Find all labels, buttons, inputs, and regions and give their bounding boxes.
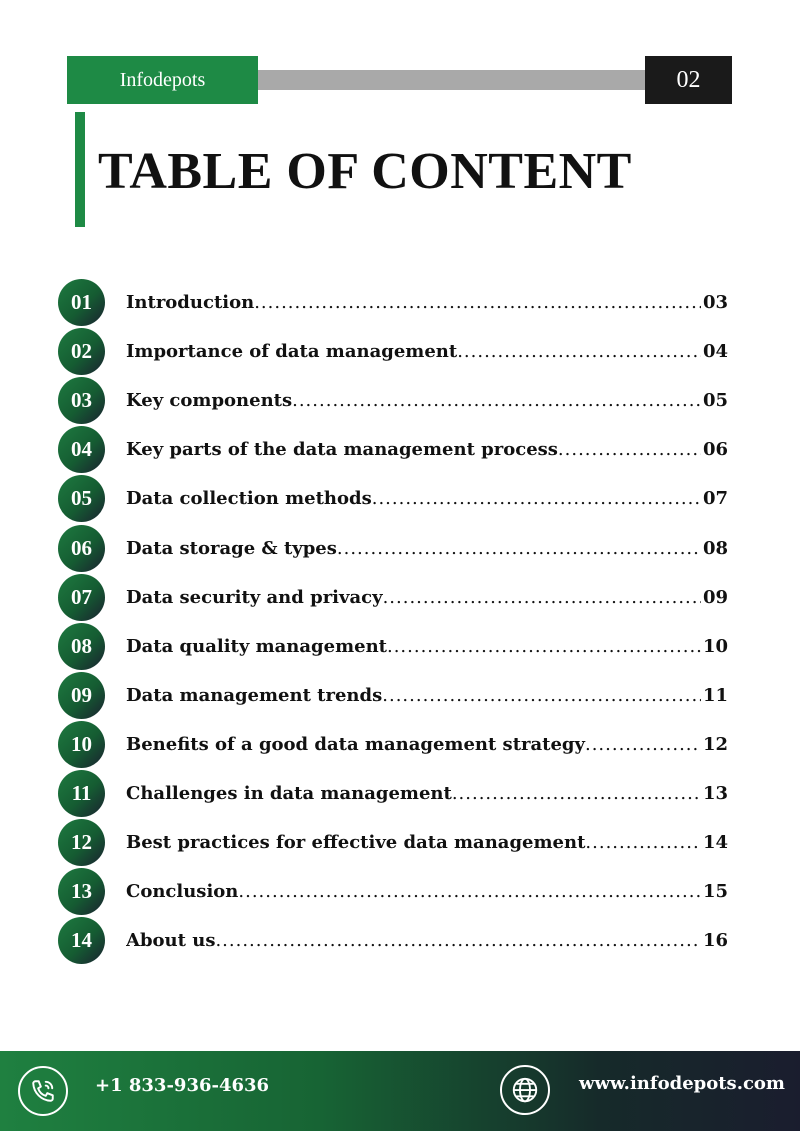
toc-leader-dots [215,930,700,951]
toc-leader-dots [372,488,701,509]
brand-tab [67,56,258,104]
table-of-contents [58,278,728,965]
website-link[interactable]: www.infodepots.com [579,1073,785,1094]
page-number-box [645,56,732,104]
toc-entry[interactable] [58,376,728,425]
toc-line [126,390,728,411]
toc-page-number: 11 [702,684,728,706]
toc-page-number: 06 [702,439,728,461]
toc-line [126,734,728,755]
footer-bar [0,1051,800,1131]
toc-leader-dots [382,685,701,706]
page-number: 02 [676,66,701,93]
toc-line [126,832,728,853]
toc-entry[interactable] [58,818,728,867]
toc-entry[interactable] [58,720,728,769]
toc-leader-dots [292,390,701,411]
toc-number-badge: 08 [58,623,105,670]
globe-icon[interactable] [500,1065,550,1115]
toc-entry[interactable] [58,769,728,818]
toc-page-number: 12 [702,733,728,755]
toc-number-badge: 02 [58,328,105,375]
toc-leader-dots [452,783,701,804]
toc-label: Key parts of the data management process [126,439,558,461]
phone-number[interactable]: +1 833-936-4636 [95,1075,270,1096]
toc-leader-dots [585,734,701,755]
toc-page-number: 07 [702,488,728,510]
toc-line [126,341,728,362]
toc-number-badge: 11 [58,770,105,817]
toc-page-number: 14 [702,832,728,854]
toc-number-badge: 12 [58,819,105,866]
phone-icon[interactable] [18,1066,68,1116]
toc-entry[interactable] [58,622,728,671]
toc-label: Key components [126,390,293,412]
toc-line [126,930,728,951]
toc-entry[interactable] [58,327,728,376]
toc-number-badge: 01 [58,279,105,326]
header-bar [258,70,646,90]
toc-page-number: 09 [702,586,728,608]
toc-number-badge: 06 [58,525,105,572]
toc-number-badge: 03 [58,377,105,424]
toc-page-number: 10 [702,635,728,657]
toc-page-number: 08 [702,537,728,559]
brand-name: Infodepots [119,68,206,91]
toc-line [126,292,728,313]
toc-leader-dots [337,538,701,559]
toc-entry[interactable] [58,573,728,622]
toc-leader-dots [238,881,701,902]
toc-label: Data security and privacy [126,586,383,608]
toc-line [126,783,728,804]
toc-label: Benefits of a good data management strategy [126,733,585,755]
toc-line [126,636,728,657]
toc-leader-dots [585,832,701,853]
toc-leader-dots [387,636,701,657]
toc-line [126,538,728,559]
toc-leader-dots [383,587,701,608]
toc-page-number: 03 [702,292,728,314]
toc-entry[interactable] [58,916,728,965]
toc-label: Introduction [126,292,255,314]
toc-leader-dots [558,439,701,460]
toc-number-badge: 10 [58,721,105,768]
toc-entry[interactable] [58,278,728,327]
toc-line [126,685,728,706]
toc-entry[interactable] [58,867,728,916]
toc-page-number: 04 [702,341,728,363]
toc-label: About us [126,930,216,952]
toc-label: Data quality management [126,635,387,657]
toc-leader-dots [254,292,701,313]
toc-label: Best practices for effective data management [126,832,586,854]
toc-page-number: 05 [702,390,728,412]
toc-entry[interactable] [58,474,728,523]
toc-label: Conclusion [126,881,239,903]
toc-page-number: 15 [702,881,728,903]
toc-page-number: 16 [702,930,728,952]
toc-page-number: 13 [702,782,728,804]
toc-number-badge: 05 [58,475,105,522]
toc-label: Challenges in data management [126,782,452,804]
toc-entry[interactable] [58,671,728,720]
toc-line [126,881,728,902]
toc-label: Data storage & types [126,537,337,559]
toc-number-badge: 13 [58,868,105,915]
toc-number-badge: 14 [58,917,105,964]
toc-label: Data collection methods [126,488,372,510]
title-accent-bar [75,112,85,227]
toc-label: Data management trends [126,684,383,706]
toc-number-badge: 04 [58,426,105,473]
toc-line [126,587,728,608]
page-title: TABLE OF CONTENT [98,143,632,200]
toc-number-badge: 07 [58,574,105,621]
toc-entry[interactable] [58,425,728,474]
toc-label: Importance of data management [126,341,458,363]
toc-number-badge: 09 [58,672,105,719]
toc-leader-dots [457,341,701,362]
toc-line [126,488,728,509]
toc-line [126,439,728,460]
toc-entry[interactable] [58,523,728,572]
